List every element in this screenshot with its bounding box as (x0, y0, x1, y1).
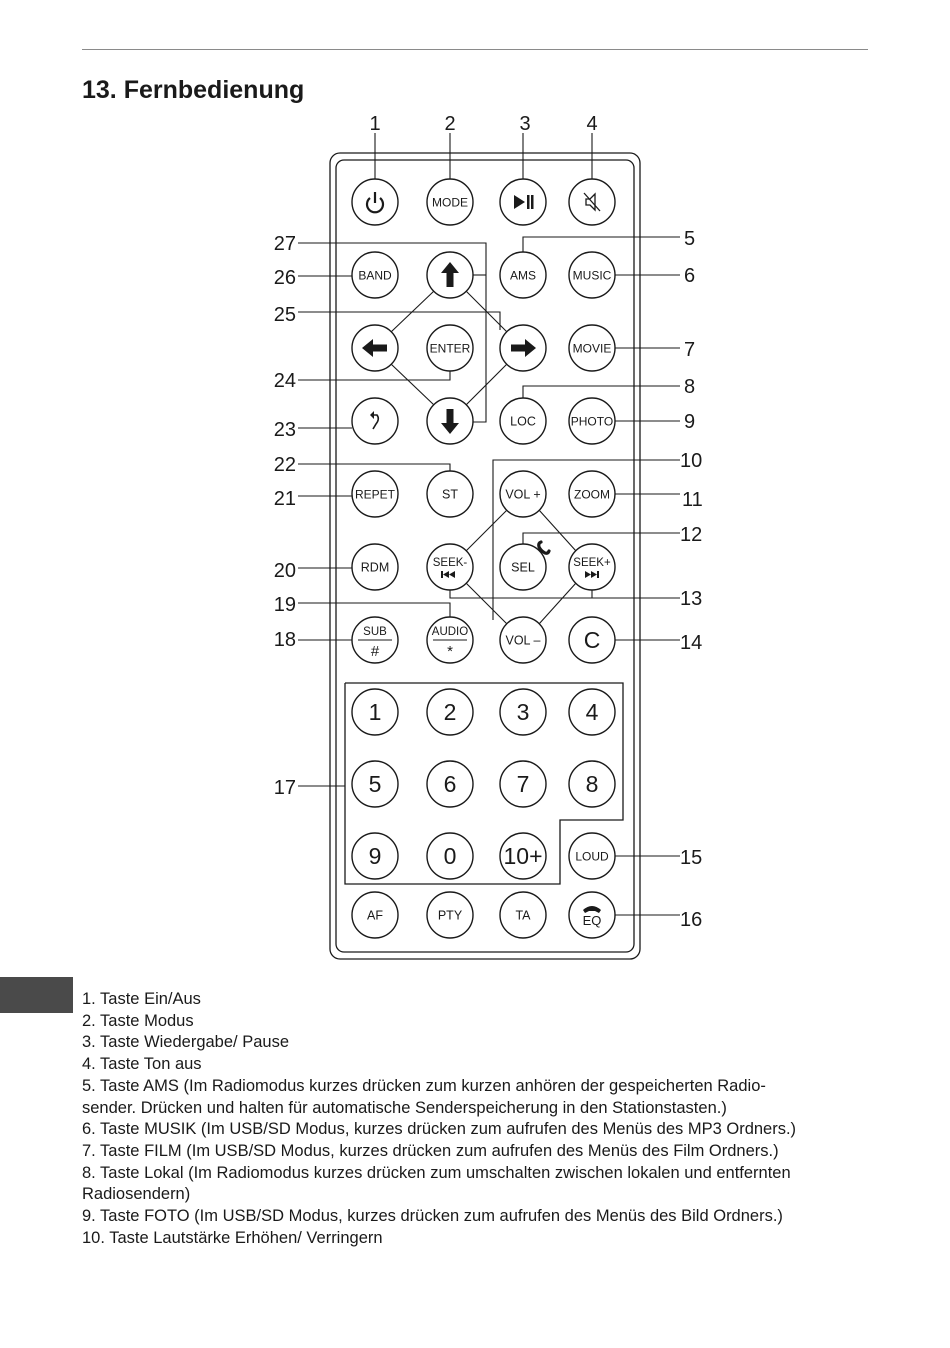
remote-button-sub[interactable] (352, 617, 398, 663)
button-label: 3 (516, 699, 530, 725)
callout-number: 13 (680, 588, 703, 610)
remote-button-enter[interactable] (427, 325, 473, 371)
remote-button-seek-minus[interactable] (427, 544, 473, 590)
remote-button-music[interactable] (569, 252, 615, 298)
legend-line: 2. Taste Modus (82, 1011, 194, 1030)
leader-line (523, 237, 680, 252)
button-label: 8 (585, 771, 599, 797)
callout-number: 8 (684, 376, 696, 398)
leader-line (466, 510, 507, 551)
remote-button-photo[interactable] (569, 398, 615, 444)
legend-line: 4. Taste Ton aus (82, 1055, 202, 1074)
button-label: TA (515, 908, 531, 923)
button-label: ST (442, 487, 458, 502)
button-label: VOL + (505, 487, 541, 502)
legend-line: 6. Taste MUSIK (Im USB/SD Modus, kurzes drücken zum aufrufen des Menüs des MP3 Ordners.) (82, 1120, 797, 1139)
button-label: 9 (368, 843, 382, 869)
legend-line: 9. Taste FOTO (Im USB/SD Modus, kurzes drücken zum aufrufen des Menüs des Bild Ordners.) (82, 1207, 783, 1226)
page-title: 13. Fernbedienung (82, 76, 305, 104)
remote-button-n6[interactable] (427, 761, 473, 807)
remote-button-audio[interactable] (427, 617, 473, 663)
button-label: 1 (368, 699, 382, 725)
remote-button-af[interactable] (352, 892, 398, 938)
remote-button-vol-minus[interactable] (500, 617, 546, 663)
callout-number: 19 (273, 594, 296, 616)
remote-button-sel[interactable] (500, 542, 549, 590)
legend-line: Radiosendern) (82, 1185, 191, 1204)
legend-line: 10. Taste Lautstärke Erhöhen/ Verringern (82, 1228, 383, 1247)
remote-button-n10[interactable] (500, 833, 546, 879)
leader-line (523, 533, 680, 544)
remote-button-n0[interactable] (427, 833, 473, 879)
button-label: ZOOM (574, 487, 610, 502)
button-sub-label: * (447, 643, 453, 660)
callout-number: 17 (273, 777, 296, 799)
section-tab-marker (0, 977, 73, 1013)
button-label: LOC (510, 414, 536, 429)
remote-button-ta[interactable] (500, 892, 546, 938)
callout-number: 22 (273, 454, 296, 476)
remote-button-n5[interactable] (352, 761, 398, 807)
remote-button-seek-plus[interactable] (569, 544, 615, 590)
remote-button-st[interactable] (427, 471, 473, 517)
callout-number: 10 (680, 450, 703, 472)
button-description-list (82, 989, 882, 1249)
callout-number: 4 (586, 113, 598, 135)
callout-number: 23 (273, 419, 296, 441)
legend-line: 3. Taste Wiedergabe/ Pause (82, 1033, 289, 1052)
remote-button-down[interactable] (427, 398, 473, 444)
button-label: MODE (432, 195, 468, 210)
button-label: AUDIO (431, 626, 469, 638)
remote-button-vol-plus[interactable] (500, 471, 546, 517)
legend-line: 1. Taste Ein/Aus (82, 990, 201, 1008)
remote-button-n3[interactable] (500, 689, 546, 735)
callout-number: 18 (273, 629, 296, 651)
button-label: 2 (443, 699, 457, 725)
button-label: SEL (511, 560, 535, 575)
button-label: PHOTO (570, 414, 614, 429)
remote-button-up[interactable] (427, 252, 473, 298)
callout-number: 11 (682, 489, 703, 511)
remote-button-n9[interactable] (352, 833, 398, 879)
leader-line (298, 464, 450, 471)
remote-button-n2[interactable] (427, 689, 473, 735)
remote-button-left[interactable] (352, 325, 398, 371)
remote-button-eq[interactable] (569, 892, 615, 938)
remote-button-right[interactable] (500, 325, 546, 371)
remote-button-play-pause[interactable] (500, 179, 546, 225)
button-label: AF (367, 908, 383, 923)
button-label: SUB (363, 626, 387, 638)
leader-line (539, 583, 576, 624)
callout-number: 3 (519, 113, 531, 135)
leader-line (466, 583, 507, 624)
leader-line (298, 603, 450, 617)
button-label: AMS (509, 268, 537, 283)
leader-line (450, 590, 680, 598)
remote-button-repet[interactable] (352, 471, 398, 517)
callout-number: 12 (680, 524, 703, 546)
remote-button-n4[interactable] (569, 689, 615, 735)
remote-button-band[interactable] (352, 252, 398, 298)
button-label: BAND (358, 268, 392, 283)
button-label: MOVIE (572, 341, 612, 356)
callout-number: 15 (680, 847, 703, 869)
leader-line (391, 364, 434, 405)
callout-number: 21 (273, 488, 296, 510)
remote-button-mute[interactable] (569, 179, 615, 225)
callout-number: 24 (273, 370, 296, 392)
button-label: ENTER (429, 341, 471, 356)
callout-number: 2 (444, 113, 456, 135)
remote-button-n7[interactable] (500, 761, 546, 807)
leader-line (523, 386, 680, 398)
remote-button-rdm[interactable] (352, 544, 398, 590)
remote-button-n1[interactable] (352, 689, 398, 735)
remote-button-n8[interactable] (569, 761, 615, 807)
button-label: RDM (360, 560, 390, 575)
legend-line: sender. Drücken und halten für automatische Senderspeicherung in den Stationstasten.) (82, 1098, 727, 1117)
remote-button-movie[interactable] (569, 325, 615, 371)
button-label: EQ (582, 913, 602, 928)
button-label: MUSIC (572, 268, 612, 283)
leader-line (539, 510, 576, 551)
callout-number: 25 (273, 304, 296, 326)
button-label: 10+ (503, 843, 543, 869)
remote-button-ams[interactable] (500, 252, 546, 298)
callout-number: 5 (684, 228, 696, 250)
leader-line (298, 312, 500, 330)
button-label: 4 (585, 699, 599, 725)
button-label: LOUD (575, 849, 609, 864)
button-circle[interactable] (352, 398, 398, 444)
legend-line: 8. Taste Lokal (Im Radiomodus kurzes drücken zum umschalten zwischen lokalen und entfernten (82, 1163, 791, 1182)
button-label: REPET (354, 487, 396, 502)
leader-line (298, 371, 450, 380)
button-label: C (583, 627, 601, 653)
remote-button-pty[interactable] (427, 892, 473, 938)
legend-line: 7. Taste FILM (Im USB/SD Modus, kurzes drücken zum aufrufen des Menüs des Film Ordners.) (82, 1141, 779, 1160)
legend-line: 5. Taste AMS (Im Radiomodus kurzes drücken zum kurzen anhören der gespeicherten Radio- (82, 1076, 766, 1095)
remote-button-c[interactable] (569, 617, 615, 663)
callout-number: 26 (273, 267, 296, 289)
remote-button-zoom[interactable] (569, 471, 615, 517)
remote-button-power[interactable] (352, 179, 398, 225)
callout-number: 9 (684, 411, 696, 433)
button-label: 7 (516, 771, 530, 797)
button-label: 0 (443, 843, 457, 869)
callout-number: 6 (684, 265, 696, 287)
button-label: VOL – (505, 633, 541, 648)
callout-number: 20 (273, 560, 296, 582)
button-label: SEEK+ (573, 557, 611, 569)
button-label: 6 (443, 771, 457, 797)
callout-number: 16 (680, 909, 703, 931)
remote-button-loc[interactable] (500, 398, 546, 444)
button-label: SEEK- (432, 557, 468, 569)
remote-button-loud[interactable] (569, 833, 615, 879)
button-label: PTY (437, 908, 463, 923)
callout-number: 1 (369, 113, 381, 135)
button-label: 5 (368, 771, 382, 797)
callout-number: 7 (684, 339, 696, 361)
button-sub-label: # (370, 643, 380, 660)
remote-button-back[interactable] (352, 398, 398, 444)
callout-number: 27 (273, 233, 296, 255)
callout-number: 14 (680, 632, 703, 654)
remote-button-mode[interactable] (427, 179, 473, 225)
